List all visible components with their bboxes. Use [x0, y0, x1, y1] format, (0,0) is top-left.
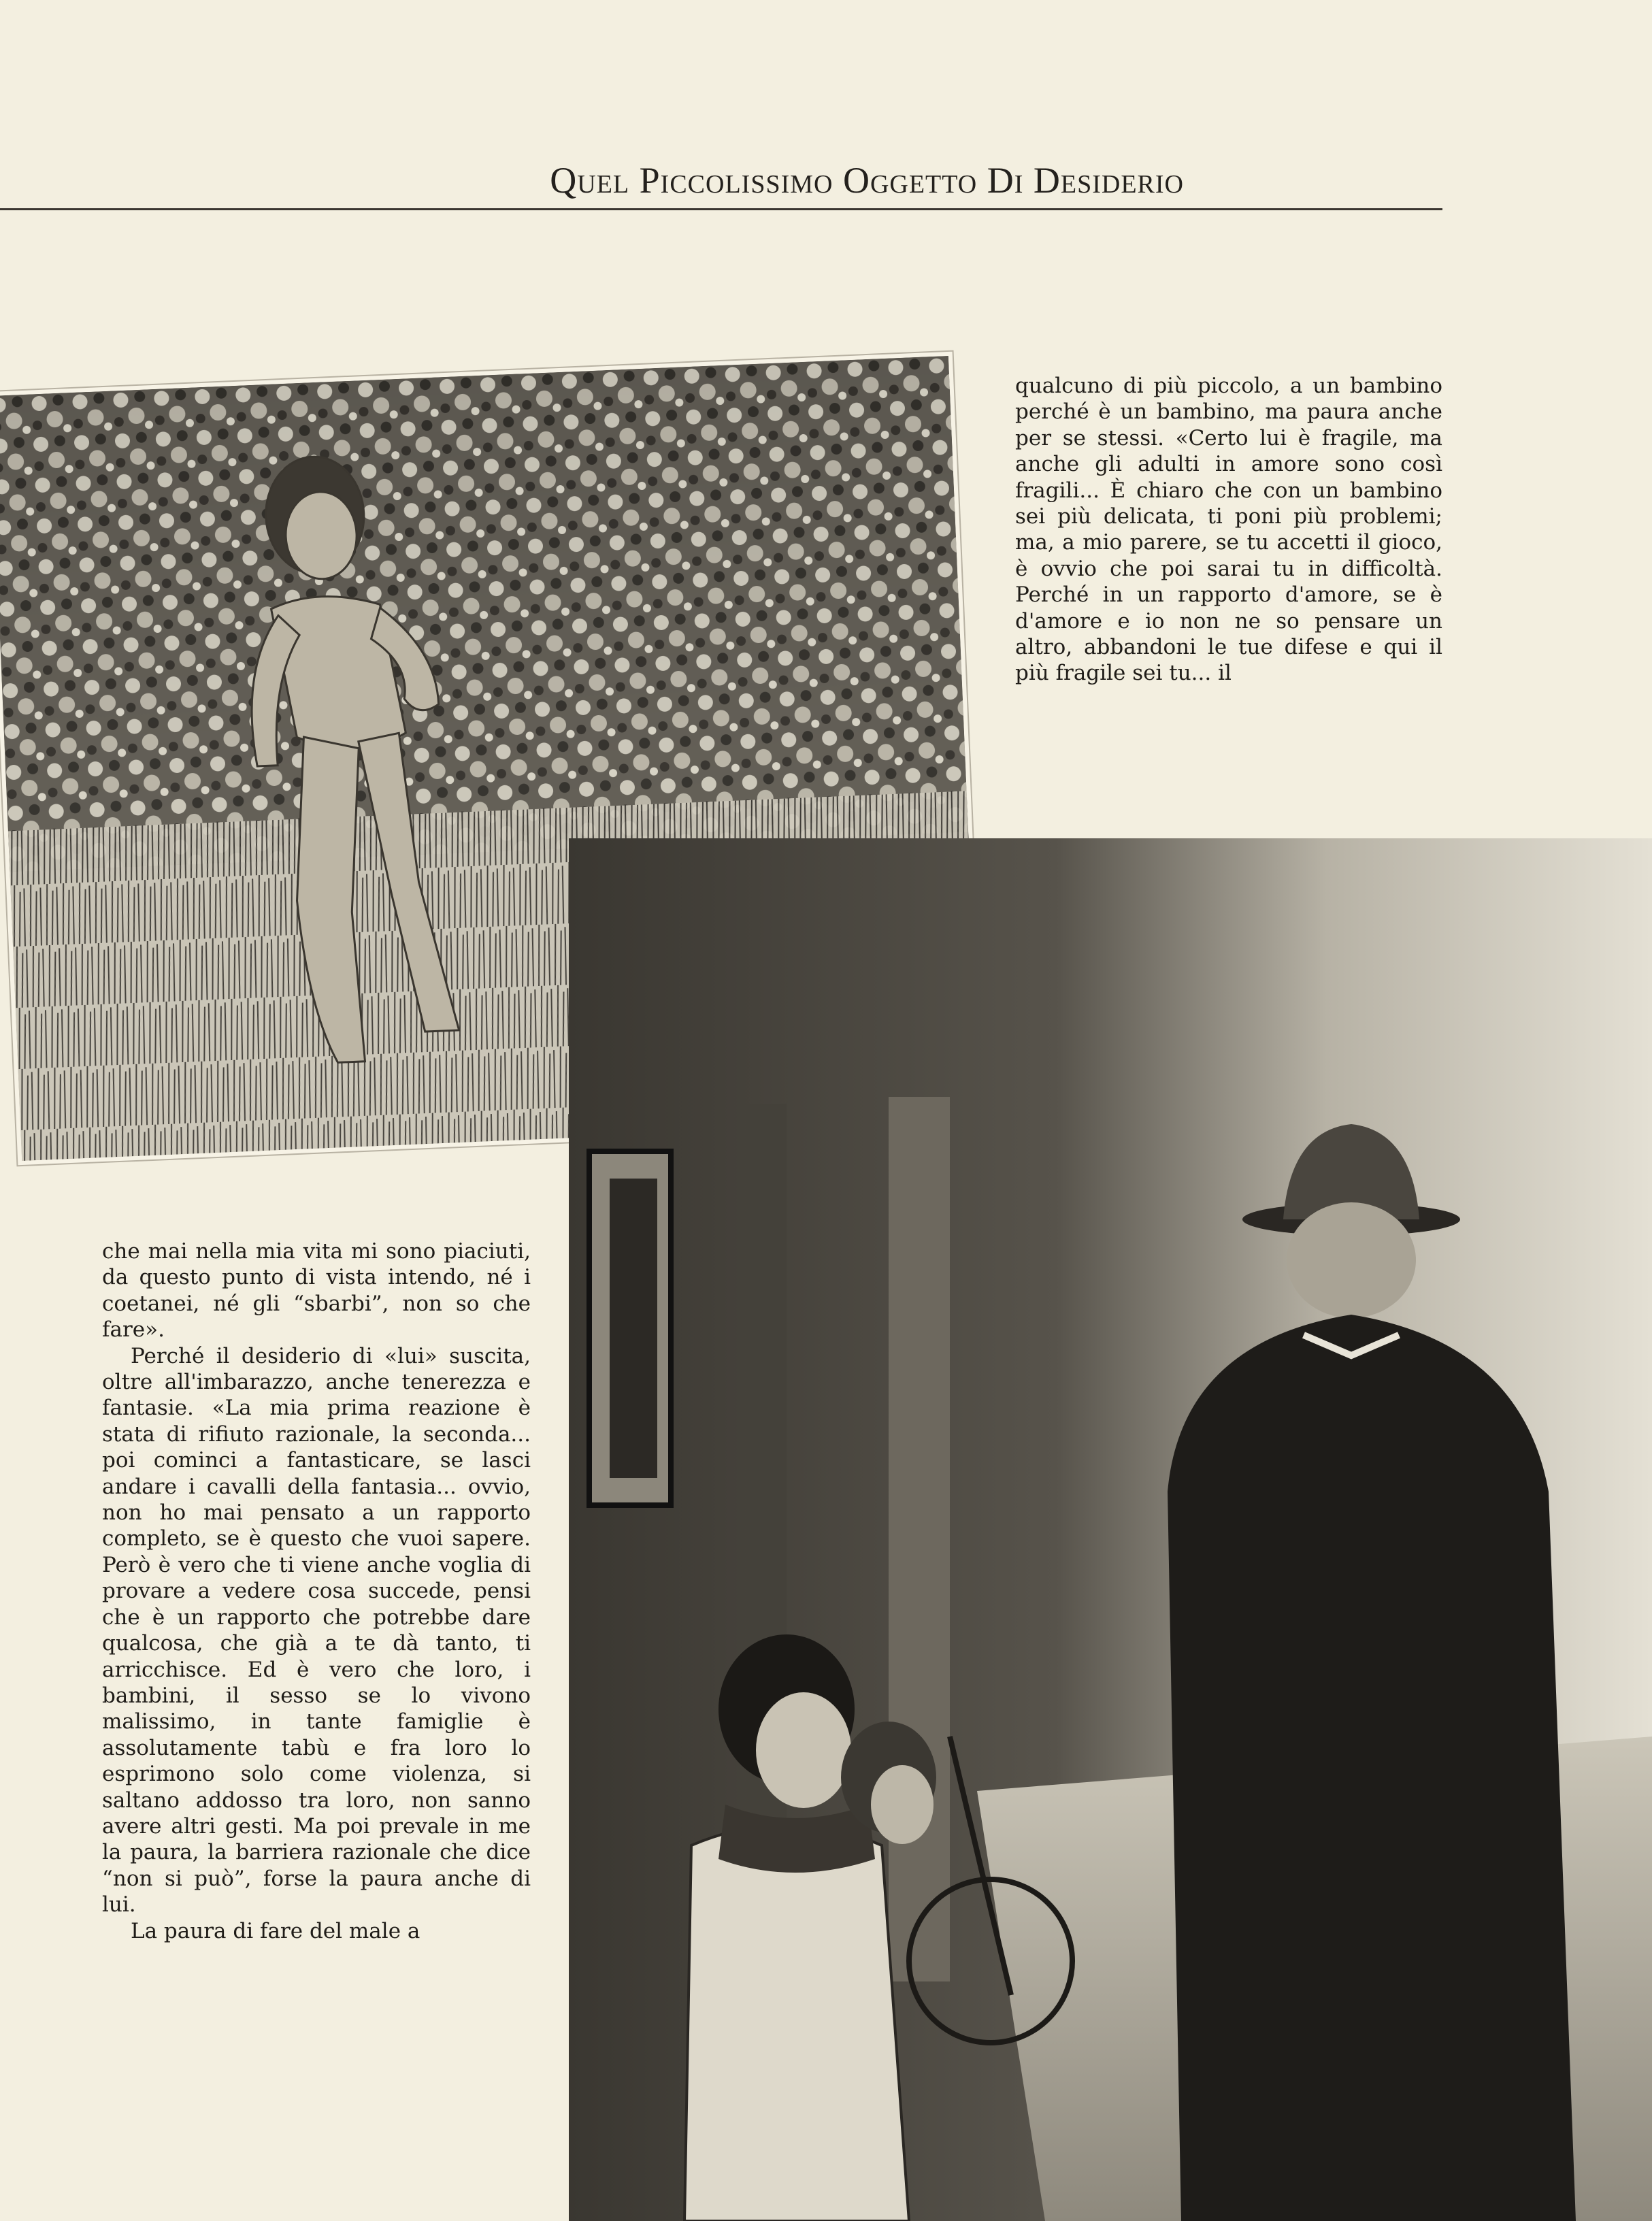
text-column-right — [1015, 373, 1442, 687]
paragraph: qualcuno di più piccolo, a un bambino perché è un bambino, ma paura anche per se stessi. «Certo lui è fragile, ma anche gli adulti in amore sono così fragili... È chiaro che con un bambino sei più delicata, ti poni più problemi; ma, a mio parere, se tu accetti il gioco, è ovvio che poi sarai tu in difficoltà. Perché in un rapporto d'amore, se è d'amore e io non ne so pensare un altro, abbandoni le tue difese e qui il più fragile sei tu... il — [1015, 374, 1442, 686]
text-column-left — [102, 1238, 531, 1944]
photo-street-scene — [569, 838, 1652, 2221]
running-header — [0, 154, 1442, 210]
paragraph: che mai nella mia vita mi sono piaciuti, da questo punto di vista intendo, né i coetanei, né gli “sbarbi”, non so che fare». — [102, 1239, 531, 1343]
paragraph: La paura di fare del male a — [131, 1918, 420, 1943]
page-header-title: Quel Piccolissimo Oggetto Di Desiderio — [550, 160, 1184, 201]
paragraph: Perché il desiderio di «lui» suscita, oltre all'imbarazzo, anche tenerezza e fantasie. «La mia prima reazione è stata di rifiuto razionale, la seconda... poi cominci a fantasticare, se lasci andare i cavalli della fantasia... ovvio, non ho mai pensato a un rapporto completo, se è questo che vuoi sapere. Però è vero che ti viene anche voglia di provare a vedere cosa succede, pensi che è un rapporto che potrebbe dare qualcosa, che già a te dà tanto, ti arricchisce. Ed è vero che loro, i bambini, il sesso se lo vivono malissimo, in tante famiglie è assolutamente tabù e fra loro lo esprimono solo come violenza, si saltano addosso tra loro, non sanno avere altri gesti. Ma poi prevale in me la paura, la barriera razionale che dice “non si può”, forse la paura anche di lui. — [102, 1343, 531, 1918]
